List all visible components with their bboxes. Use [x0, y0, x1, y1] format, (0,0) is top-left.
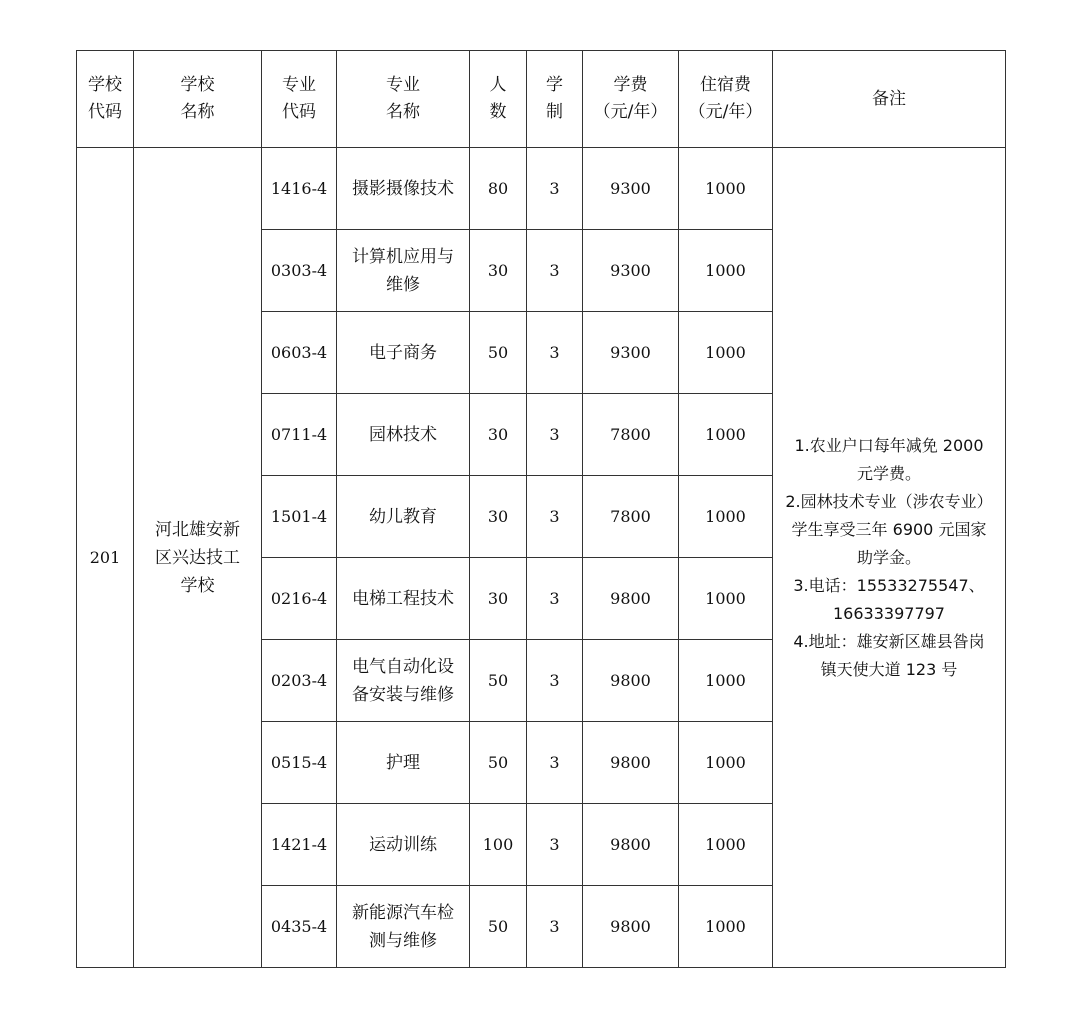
enrollment-table [76, 50, 1006, 968]
tuition-cell: 7800 [583, 476, 679, 558]
major-name-cell: 运动训练 [337, 804, 470, 886]
major-name-cell: 幼儿教育 [337, 476, 470, 558]
duration-cell: 3 [527, 886, 583, 968]
tuition-cell: 9800 [583, 722, 679, 804]
tuition-cell: 7800 [583, 394, 679, 476]
dorm-fee-cell: 1000 [679, 722, 773, 804]
major-code-cell: 1501-4 [262, 476, 337, 558]
remarks-cell [773, 148, 1006, 968]
duration-cell: 3 [527, 804, 583, 886]
major-code-cell: 0303-4 [262, 230, 337, 312]
header-count: 人 数 [470, 51, 527, 148]
tuition-cell: 9800 [583, 886, 679, 968]
count-cell: 50 [470, 312, 527, 394]
count-cell: 50 [470, 722, 527, 804]
duration-cell: 3 [527, 312, 583, 394]
header-school-name: 学校 名称 [134, 51, 262, 148]
remarks-line: 镇天使大道 123 号 [820, 659, 958, 679]
count-cell: 80 [470, 148, 527, 230]
major-name-cell: 护理 [337, 722, 470, 804]
tuition-cell: 9300 [583, 312, 679, 394]
duration-cell: 3 [527, 394, 583, 476]
major-name-cell: 电子商务 [337, 312, 470, 394]
duration-cell: 3 [527, 230, 583, 312]
remarks-line: 3.电话：15533275547、 [793, 575, 985, 595]
count-cell: 50 [470, 640, 527, 722]
major-name-cell: 电气自动化设 备安装与维修 [337, 640, 470, 722]
major-code-cell: 0711-4 [262, 394, 337, 476]
remarks-line: 元学费。 [856, 463, 921, 483]
major-name-cell: 计算机应用与 维修 [337, 230, 470, 312]
dorm-fee-cell: 1000 [679, 230, 773, 312]
major-code-cell: 0203-4 [262, 640, 337, 722]
count-cell: 100 [470, 804, 527, 886]
header-duration: 学 制 [527, 51, 583, 148]
dorm-fee-cell: 1000 [679, 476, 773, 558]
remarks-line: 学生享受三年 6900 元国家 [791, 519, 987, 539]
remarks-line: 2.园林技术专业（涉农专业） [785, 491, 993, 511]
dorm-fee-cell: 1000 [679, 886, 773, 968]
tuition-cell: 9300 [583, 148, 679, 230]
remarks-line: 4.地址：雄安新区雄县昝岗 [793, 631, 985, 651]
header-school-code: 学校 代码 [77, 51, 134, 148]
school-name-cell: 河北雄安新 区兴达技工 学校 [134, 148, 262, 968]
header-tuition: 学费 （元/年） [583, 51, 679, 148]
tuition-cell: 9800 [583, 640, 679, 722]
major-code-cell: 1421-4 [262, 804, 337, 886]
dorm-fee-cell: 1000 [679, 312, 773, 394]
duration-cell: 3 [527, 640, 583, 722]
major-name-cell: 摄影摄像技术 [337, 148, 470, 230]
count-cell: 30 [470, 394, 527, 476]
header-major-code: 专业 代码 [262, 51, 337, 148]
header-dorm-fee: 住宿费 （元/年） [679, 51, 773, 148]
major-code-cell: 0435-4 [262, 886, 337, 968]
major-name-cell: 园林技术 [337, 394, 470, 476]
tuition-cell: 9800 [583, 558, 679, 640]
remarks-line: 助学金。 [856, 547, 921, 567]
duration-cell: 3 [527, 148, 583, 230]
remarks-line: 16633397797 [833, 603, 945, 623]
school-code-cell: 201 [77, 148, 134, 968]
duration-cell: 3 [527, 558, 583, 640]
dorm-fee-cell: 1000 [679, 804, 773, 886]
tuition-cell: 9800 [583, 804, 679, 886]
major-code-cell: 0216-4 [262, 558, 337, 640]
header-row [77, 51, 1006, 148]
duration-cell: 3 [527, 476, 583, 558]
table-row [77, 148, 1006, 230]
count-cell: 30 [470, 558, 527, 640]
major-code-cell: 0515-4 [262, 722, 337, 804]
duration-cell: 3 [527, 722, 583, 804]
dorm-fee-cell: 1000 [679, 640, 773, 722]
count-cell: 30 [470, 476, 527, 558]
dorm-fee-cell: 1000 [679, 148, 773, 230]
count-cell: 50 [470, 886, 527, 968]
major-name-cell: 新能源汽车检 测与维修 [337, 886, 470, 968]
remarks-line: 1.农业户口每年减免 2000 [794, 435, 984, 455]
tuition-cell: 9300 [583, 230, 679, 312]
dorm-fee-cell: 1000 [679, 558, 773, 640]
major-code-cell: 0603-4 [262, 312, 337, 394]
header-remarks: 备注 [773, 51, 1006, 148]
count-cell: 30 [470, 230, 527, 312]
major-name-cell: 电梯工程技术 [337, 558, 470, 640]
dorm-fee-cell: 1000 [679, 394, 773, 476]
header-major-name: 专业 名称 [337, 51, 470, 148]
major-code-cell: 1416-4 [262, 148, 337, 230]
